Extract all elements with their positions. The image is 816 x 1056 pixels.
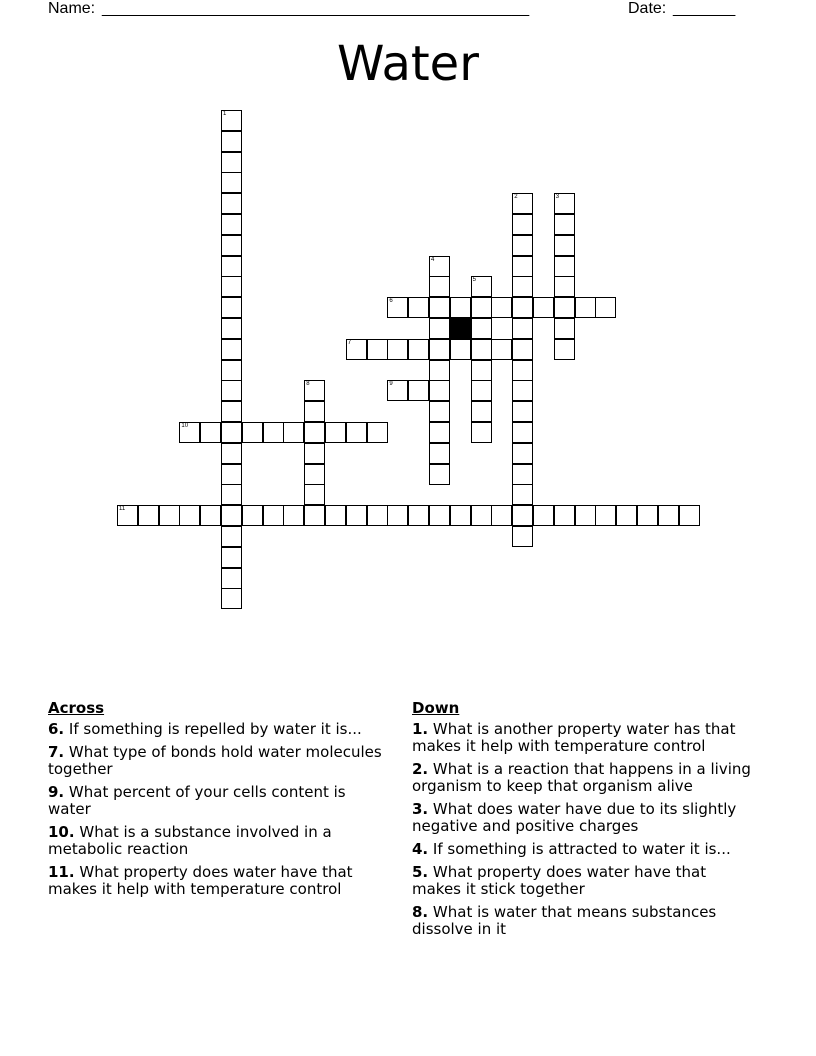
grid-cell[interactable]	[179, 505, 200, 526]
grid-cell[interactable]	[221, 464, 242, 485]
clue-text: If something is attracted to water it is...	[432, 840, 731, 858]
grid-cell[interactable]	[429, 318, 450, 339]
grid-cell[interactable]	[512, 214, 533, 235]
grid-cell[interactable]	[138, 505, 159, 526]
clue-number-8: 8	[306, 381, 310, 388]
clue-number: 11.	[48, 863, 75, 881]
grid-cell[interactable]	[221, 276, 242, 297]
grid-cell[interactable]	[325, 422, 346, 443]
clue-item	[412, 904, 757, 938]
grid-cell[interactable]	[512, 380, 533, 401]
grid-cell[interactable]	[346, 422, 367, 443]
grid-cell[interactable]	[408, 297, 429, 318]
clue-number: 10.	[48, 823, 75, 841]
grid-cell[interactable]	[554, 256, 575, 277]
grid-cell[interactable]	[159, 505, 180, 526]
grid-cell[interactable]	[408, 505, 429, 526]
grid-cell[interactable]	[512, 526, 533, 547]
grid-cell[interactable]	[554, 318, 575, 339]
page-title: Water	[337, 36, 479, 92]
grid-cell[interactable]	[471, 297, 492, 318]
grid-cell[interactable]	[429, 422, 450, 443]
grid-cell[interactable]	[512, 235, 533, 256]
grid-cell[interactable]	[221, 360, 242, 381]
grid-cell[interactable]	[242, 422, 263, 443]
grid-cell[interactable]	[221, 172, 242, 193]
clue-number-11: 11	[119, 506, 126, 513]
clue-text: What percent of your cells content is water	[48, 783, 346, 818]
grid-cell[interactable]	[471, 401, 492, 422]
clue-item	[412, 721, 757, 755]
grid-cell[interactable]	[554, 339, 575, 360]
grid-cell[interactable]	[512, 360, 533, 381]
clue-item	[48, 824, 393, 858]
grid-cell[interactable]	[471, 505, 492, 526]
grid-cell[interactable]	[595, 505, 616, 526]
grid-cell[interactable]	[263, 505, 284, 526]
grid-cell[interactable]	[367, 339, 388, 360]
name-label: Name:	[48, 0, 96, 17]
grid-cell[interactable]	[117, 505, 138, 526]
clue-text: What is water that means substances dissolve in it	[412, 903, 717, 938]
clue-number-3: 3	[555, 194, 560, 201]
grid-cell[interactable]	[221, 401, 242, 422]
grid-cell[interactable]	[429, 297, 450, 318]
clue-item	[48, 784, 393, 818]
grid-cell[interactable]	[471, 276, 492, 297]
grid-cell[interactable]	[221, 235, 242, 256]
grid-cell[interactable]	[554, 193, 575, 214]
grid-cell[interactable]	[471, 360, 492, 381]
clue-number: 3.	[412, 800, 429, 818]
grid-cell[interactable]	[325, 505, 346, 526]
date-label: Date:	[628, 0, 667, 17]
grid-cell[interactable]	[221, 256, 242, 277]
grid-cell[interactable]	[408, 339, 429, 360]
down-clues	[412, 700, 757, 944]
grid-cell[interactable]	[387, 339, 408, 360]
grid-cell[interactable]	[221, 422, 242, 443]
clue-text: If something is repelled by water it is...	[68, 720, 362, 738]
grid-cell[interactable]	[658, 505, 679, 526]
clue-text: What property does water have that makes it help with temperature control	[48, 863, 353, 898]
grid-cell[interactable]	[200, 422, 221, 443]
grid-cell[interactable]	[221, 110, 242, 131]
grid-cell[interactable]	[450, 297, 471, 318]
grid-cell[interactable]	[616, 505, 637, 526]
grid-cell[interactable]	[346, 505, 367, 526]
grid-cell[interactable]	[575, 505, 596, 526]
clue-number: 2.	[412, 760, 429, 778]
clue-number-6: 6	[389, 298, 393, 305]
grid-cell[interactable]	[512, 464, 533, 485]
grid-cell[interactable]	[471, 422, 492, 443]
clue-item	[412, 841, 757, 858]
name-field[interactable]: ________________________________________________	[102, 0, 530, 17]
clue-number: 9.	[48, 783, 65, 801]
grid-cell[interactable]	[471, 318, 492, 339]
grid-cell[interactable]	[304, 484, 325, 505]
grid-cell[interactable]	[450, 505, 471, 526]
clue-number: 8.	[412, 903, 429, 921]
grid-cell[interactable]	[512, 339, 533, 360]
grid-cell[interactable]	[304, 380, 325, 401]
clue-text: What is a reaction that happens in a living organism to keep that organism alive	[412, 760, 751, 795]
clue-text: What is a substance involved in a metabolic reaction	[48, 823, 332, 858]
grid-cell[interactable]	[554, 505, 575, 526]
grid-cell[interactable]	[367, 422, 388, 443]
grid-cell[interactable]	[304, 464, 325, 485]
grid-cell[interactable]	[367, 505, 388, 526]
clue-item	[412, 864, 757, 898]
grid-cell[interactable]	[387, 297, 408, 318]
grid-cell[interactable]	[179, 422, 200, 443]
grid-cell[interactable]	[429, 380, 450, 401]
clue-number-10: 10	[181, 423, 189, 429]
grid-cell[interactable]	[221, 152, 242, 173]
grid-cell[interactable]	[554, 235, 575, 256]
grid-cell[interactable]	[429, 256, 450, 277]
grid-cell[interactable]	[512, 297, 533, 318]
clue-number-1: 1	[223, 111, 227, 117]
grid-cell[interactable]	[304, 401, 325, 422]
across-clue-list	[48, 721, 393, 898]
grid-cell[interactable]	[450, 339, 471, 360]
grid-cell[interactable]	[512, 256, 533, 277]
grid-cell[interactable]	[512, 193, 533, 214]
clue-number: 5.	[412, 863, 429, 881]
grid-cell[interactable]	[429, 276, 450, 297]
grid-cell[interactable]	[512, 318, 533, 339]
grid-cell[interactable]	[429, 443, 450, 464]
clue-number-5: 5	[472, 277, 476, 284]
grid-cell[interactable]	[429, 464, 450, 485]
grid-cell[interactable]	[429, 360, 450, 381]
grid-cell[interactable]	[429, 401, 450, 422]
grid-cell[interactable]	[283, 422, 304, 443]
clue-number-2: 2	[514, 194, 518, 201]
grid-cell[interactable]	[221, 297, 242, 318]
grid-cell[interactable]	[221, 318, 242, 339]
grid-cell[interactable]	[471, 339, 492, 360]
clue-item	[48, 721, 393, 738]
grid-cell[interactable]	[263, 422, 284, 443]
grid-cell[interactable]	[221, 380, 242, 401]
grid-cell[interactable]	[221, 443, 242, 464]
clue-number: 6.	[48, 720, 65, 738]
grid-block	[450, 318, 471, 339]
grid-cell[interactable]	[491, 339, 512, 360]
grid-cell[interactable]	[221, 547, 242, 568]
grid-cell[interactable]	[283, 505, 304, 526]
grid-cell[interactable]	[304, 422, 325, 443]
grid-cell[interactable]	[221, 131, 242, 152]
clue-text: What type of bonds hold water molecules together	[48, 743, 382, 778]
grid-cell[interactable]	[575, 297, 596, 318]
grid-cell[interactable]	[533, 297, 554, 318]
grid-cell[interactable]	[554, 297, 575, 318]
grid-cell[interactable]	[637, 505, 658, 526]
clue-text: What is another property water has that makes it help with temperature control	[412, 720, 736, 755]
grid-cell[interactable]	[595, 297, 616, 318]
clue-item	[412, 761, 757, 795]
grid-cell[interactable]	[346, 339, 367, 360]
clue-number-7: 7	[347, 339, 352, 346]
clue-text: What does water have due to its slightly negative and positive charges	[412, 800, 737, 835]
grid-cell[interactable]	[221, 484, 242, 505]
grid-cell[interactable]	[533, 505, 554, 526]
clue-number: 1.	[412, 720, 429, 738]
down-heading: Down	[412, 699, 460, 717]
grid-cell[interactable]	[512, 401, 533, 422]
across-heading: Across	[48, 699, 105, 717]
grid-cell[interactable]	[304, 443, 325, 464]
grid-cell[interactable]	[242, 505, 263, 526]
grid-cell[interactable]	[221, 568, 242, 589]
grid-cell[interactable]	[512, 484, 533, 505]
across-clues	[48, 700, 393, 904]
clue-number: 7.	[48, 743, 65, 761]
grid-cell[interactable]	[221, 339, 242, 360]
grid-cell[interactable]	[679, 505, 700, 526]
grid-cell[interactable]	[387, 505, 408, 526]
grid-cell[interactable]	[512, 505, 533, 526]
grid-cell[interactable]	[221, 526, 242, 547]
grid-cell[interactable]	[512, 422, 533, 443]
date-field[interactable]: _______	[673, 0, 736, 17]
grid-cell[interactable]	[408, 380, 429, 401]
clue-item	[48, 864, 393, 898]
grid-cell[interactable]	[429, 505, 450, 526]
grid-cell[interactable]	[491, 297, 512, 318]
grid-cell[interactable]	[512, 276, 533, 297]
clue-item	[48, 744, 393, 778]
grid-cell[interactable]	[429, 339, 450, 360]
grid-cell[interactable]	[221, 505, 242, 526]
down-clue-list	[412, 721, 757, 938]
clue-number-9: 9	[389, 381, 393, 388]
grid-cell[interactable]	[554, 276, 575, 297]
grid-cell[interactable]	[221, 588, 242, 609]
clue-number-4: 4	[431, 256, 435, 263]
grid-cell[interactable]	[200, 505, 221, 526]
grid-cell[interactable]	[554, 214, 575, 235]
grid-cell[interactable]	[304, 505, 325, 526]
grid-cell[interactable]	[221, 193, 242, 214]
clue-number: 4.	[412, 840, 429, 858]
clue-text: What property does water have that makes it stick together	[412, 863, 707, 898]
grid-cell[interactable]	[491, 505, 512, 526]
grid-cell[interactable]	[512, 443, 533, 464]
grid-cell[interactable]	[387, 380, 408, 401]
clue-item	[412, 801, 757, 835]
grid-cell[interactable]	[221, 214, 242, 235]
grid-cell[interactable]	[471, 380, 492, 401]
